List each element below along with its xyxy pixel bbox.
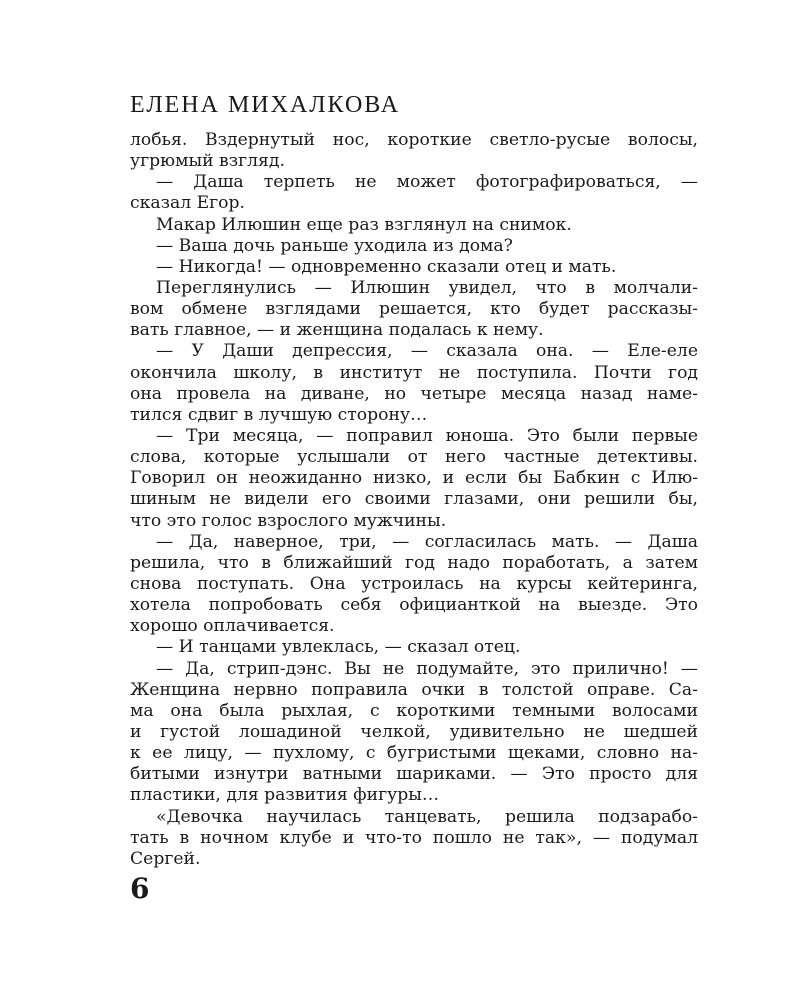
text-line: — Да, наверное, три, — согласилась мать. — Даша xyxy=(156,531,698,552)
text-line: хотела попробовать себя официанткой на выезде. Это xyxy=(130,595,698,616)
text-line: «Девочка научилась танцевать, решила подзарабо- xyxy=(156,806,698,827)
text-line: лобья. Вздернутый нос, короткие светло-русые волосы, xyxy=(130,130,698,150)
text-line: — У Даши депрессия, — сказала она. — Еле-еле xyxy=(156,341,698,362)
page-number: 6 xyxy=(130,872,150,905)
text-line: вать главное, — и женщина подалась к нему. xyxy=(130,320,544,341)
text-line: пластики, для развития фигуры… xyxy=(130,785,440,806)
text-line: она провела на диване, но четыре месяца назад наме- xyxy=(130,383,698,404)
text-line: решила, что в ближайший год надо поработать, а затем xyxy=(130,552,698,573)
text-line: Говорил он неожиданно низко, и если бы Бабкин с Илю- xyxy=(130,468,698,489)
text-line: — Три месяца, — поправил юноша. Это были первые xyxy=(156,425,698,446)
text-line: сказал Егор. xyxy=(130,193,245,214)
text-line: и густой лошадиной челкой, удивительно не шедшей xyxy=(130,721,698,742)
text-line: — Ваша дочь раньше уходила из дома? xyxy=(156,235,513,256)
text-line: тать в ночном клубе и что-то пошло не так», — подумал xyxy=(130,827,698,848)
text-line: — Никогда! — одновременно сказали отец и мать. xyxy=(156,256,617,277)
text-line: шиным не видели его своими глазами, они решили бы, xyxy=(130,489,698,510)
text-line: — Даша терпеть не может фотографироваться, — xyxy=(156,172,698,193)
text-line: битыми изнутри ватными шариками. — Это просто для xyxy=(130,764,698,785)
text-line: Женщина нервно поправила очки в толстой оправе. Са- xyxy=(130,679,698,700)
text-line: окончила школу, в институт не поступила. Почти год xyxy=(130,362,698,383)
text-line: слова, которые услышали от него частные детективы. xyxy=(130,447,698,468)
text-line: ма она была рыхлая, с короткими темными волосами xyxy=(130,700,698,721)
body-text xyxy=(130,130,698,870)
text-line: угрюмый взгляд. xyxy=(130,151,285,172)
text-line: к ее лицу, — пухлому, с бугристыми щеками, словно на- xyxy=(130,743,698,764)
running-head: ЕЛЕНА МИХАЛКОВА xyxy=(130,92,401,118)
text-line: Переглянулись — Илюшин увидел, что в молчали- xyxy=(156,277,698,298)
text-line: Сергей. xyxy=(130,848,201,869)
text-line: что это голос взрослого мужчины. xyxy=(130,510,447,531)
text-line: Макар Илюшин еще раз взглянул на снимок. xyxy=(156,214,572,235)
text-line: тился сдвиг в лучшую сторону… xyxy=(130,404,428,425)
text-line: — Да, стрип-дэнс. Вы не подумайте, это прилично! — xyxy=(156,658,698,679)
text-line: хорошо оплачивается. xyxy=(130,616,335,637)
text-line: — И танцами увлеклась, — сказал отец. xyxy=(156,637,521,658)
text-line: вом обмене взглядами решается, кто будет рассказы- xyxy=(130,299,698,320)
text-line: снова поступать. Она устроилась на курсы кейтеринга, xyxy=(130,573,698,594)
